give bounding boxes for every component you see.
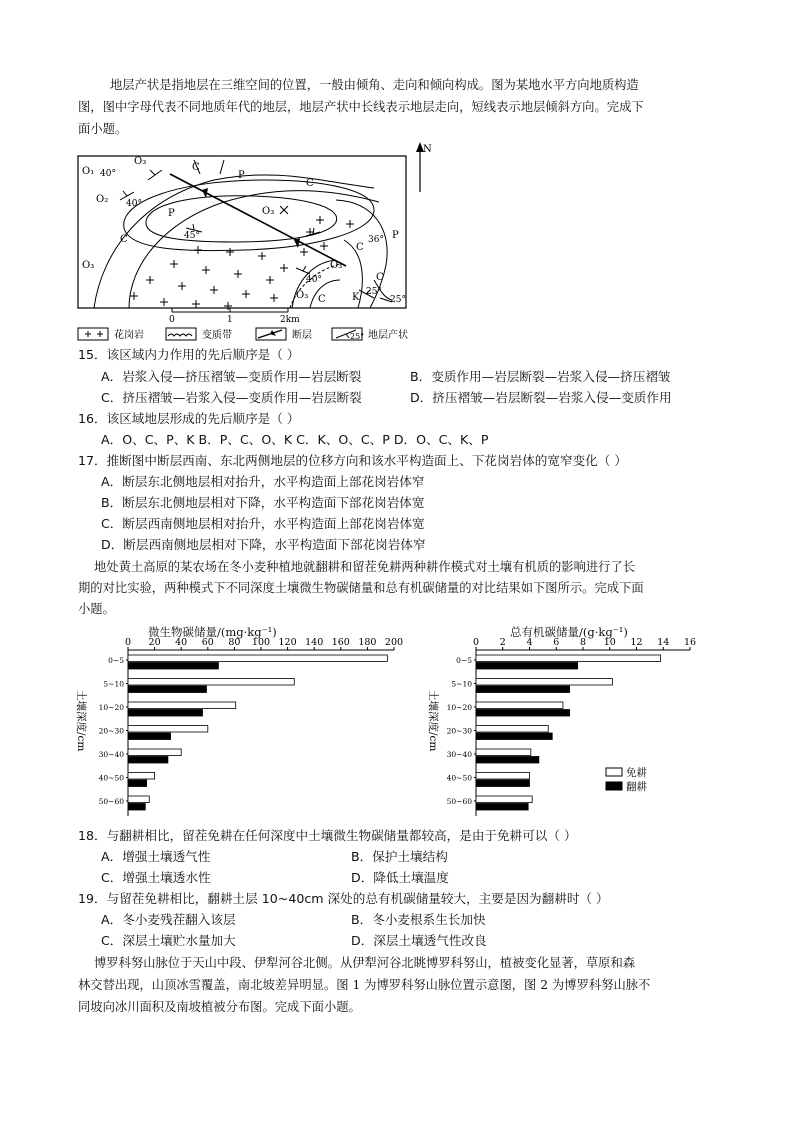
x-tick-label: 180	[358, 637, 377, 648]
q17-option-c[interactable]: C．断层西南侧地层相对抬升，水平构造面上部花岗岩体宽	[101, 516, 425, 531]
q15-option-d[interactable]: D．挤压褶皱—岩层断裂—岩浆入侵—变质作用	[410, 390, 672, 405]
intro2-line3: 小题。	[78, 602, 115, 616]
stratum-label: C	[318, 294, 326, 305]
intro2-line1: 地处黄土高原的某农场在冬小麦种植地就翻耕和留茬免耕两种耕作模式对土壤有机质的影响进行了长	[94, 560, 636, 574]
stratum-label: P	[168, 208, 175, 219]
stratum-label: P	[238, 170, 245, 181]
y-tick-label: 0~5	[456, 656, 472, 665]
bar-no-till	[476, 726, 548, 733]
y-tick-label: 50~60	[98, 797, 124, 806]
bar-plowed	[476, 710, 570, 717]
intro3-line3: 同坡向冰川面积及南坡植被分布图。完成下面小题。	[78, 1000, 361, 1014]
bar-plowed	[476, 780, 530, 787]
q15-option-c[interactable]: C．挤压褶皱—岩浆入侵—变质作用—岩层断裂	[101, 390, 362, 405]
bar-no-till	[128, 749, 181, 756]
q19-stem: 19．与留茬免耕相比，翻耕土层 10~40cm 深处的总有机碳储量较大，主要是因为翻耕时（ ）	[78, 891, 609, 906]
bar-no-till	[476, 773, 530, 780]
intro3-line1: 博罗科努山脉位于天山中段、伊犁河谷北侧。从伊犁河谷北眺博罗科努山，植被变化显著，草原和森	[94, 956, 636, 970]
intro2-line2: 期的对比实验，两种模式下不同深度土壤微生物碳储量和总有机碳储量的对比结果如下图所示。完成下面	[78, 581, 644, 595]
bar-no-till	[128, 796, 149, 803]
bar-plowed	[128, 710, 202, 717]
q16-options[interactable]: A．O、C、P、K B．P、C、O、K C．K、O、C、P D．O、C、K、P	[101, 432, 489, 447]
y-tick-label: 5~10	[103, 679, 124, 689]
x-tick-label: 0	[472, 637, 480, 648]
q18-option-b[interactable]: B．保护土壤结构	[351, 849, 448, 864]
stratum-label: C	[356, 242, 364, 253]
q18-stem: 18．与翻耕相比，留茬免耕在任何深度中土壤微生物碳储量都较高，是由于免耕可以（ ）	[78, 828, 577, 843]
bar-no-till	[476, 749, 531, 756]
intro1-line1: 地层产状是指地层在三维空间的位置，一般由倾角、走向和倾向构成。图为某地水平方向地质构造	[110, 78, 639, 92]
y-axis-label: 土壤深度/cm	[75, 690, 87, 752]
q17-option-d[interactable]: D．断层西南侧地层相对下降，水平构造面下部花岗岩体窄	[101, 537, 426, 552]
x-tick-label: 80	[228, 637, 241, 648]
bar-plowed	[476, 663, 578, 670]
intro3-line2: 林交替出现，山顶冰雪覆盖，南北坡差异明显。图 1 为博罗科努山脉位置示意图，图 2 为博罗科努山脉不	[78, 978, 651, 992]
dip-angle: 25°	[390, 295, 406, 305]
stratum-label: C	[376, 272, 384, 283]
x-tick-label: 0	[124, 637, 132, 648]
dip-angle: 40°	[306, 275, 322, 285]
x-tick-label: 200	[384, 637, 404, 648]
bar-plowed	[476, 686, 570, 693]
legend-angle: 25°	[350, 332, 365, 341]
x-tick-label: 8	[579, 637, 587, 648]
dip-angle: 25°	[366, 287, 382, 297]
scale-label: 1	[227, 315, 233, 325]
stratum-label: O₃	[330, 260, 343, 271]
map-legend	[78, 328, 408, 341]
stratum-label: C	[120, 234, 128, 245]
y-tick-label: 10~20	[446, 703, 472, 712]
y-tick-label: 40~50	[98, 773, 124, 783]
legend-label: 免耕	[626, 767, 647, 779]
q17-option-a[interactable]: A．断层东北侧地层相对抬升，水平构造面上部花岗岩体窄	[101, 474, 425, 489]
legend-fault: 断层	[292, 330, 312, 341]
geologic-map	[74, 140, 434, 345]
stratum-label: O₁	[82, 166, 95, 177]
y-tick-label: 20~30	[446, 726, 472, 736]
q17-stem: 17．推断图中断层西南、东北两侧地层的位移方向和该水平构造面上、下花岗岩体的宽窄变化（ ）	[78, 453, 627, 468]
x-tick-label: 14	[657, 637, 670, 648]
stratum-label: O₂	[96, 194, 109, 205]
x-tick-label: 100	[251, 637, 271, 648]
chart1-title: 微生物碳储量/(mg·kg⁻¹)	[148, 625, 277, 639]
stratum-label: O₃	[262, 206, 275, 217]
stratum-label: C	[306, 178, 314, 189]
bar-plowed	[128, 804, 145, 811]
stratum-label: C	[192, 162, 200, 173]
stratum-label: O₃	[296, 290, 309, 301]
x-tick-label: 12	[630, 637, 643, 648]
y-tick-label: 30~40	[446, 750, 472, 759]
legend-swatch	[606, 768, 622, 776]
scale-label: 0	[169, 315, 175, 325]
organic-carbon-chart	[420, 636, 710, 816]
x-tick-label: 120	[278, 637, 297, 648]
q19-option-d[interactable]: D．深层土壤透气性改良	[351, 933, 487, 948]
bar-no-till	[128, 702, 236, 709]
bar-no-till	[128, 773, 155, 780]
bar-plowed	[128, 757, 168, 764]
q18-option-a[interactable]: A．增强土壤透气性	[101, 849, 211, 864]
x-tick-label: 140	[305, 637, 324, 648]
y-tick-label: 0~5	[108, 656, 124, 665]
legend-granite: 花岗岩	[114, 330, 144, 341]
x-tick-label: 20	[148, 637, 161, 648]
x-tick-label: 60	[201, 637, 214, 648]
bar-no-till	[476, 679, 612, 686]
q19-option-b[interactable]: B．冬小麦根系生长加快	[351, 912, 486, 927]
x-tick-label: 160	[331, 637, 350, 648]
y-tick-label: 20~30	[98, 726, 124, 736]
stratum-label: K	[352, 292, 360, 303]
x-tick-label: 4	[526, 637, 533, 648]
y-tick-label: 10~20	[98, 703, 124, 712]
q17-option-b[interactable]: B．断层东北侧地层相对下降，水平构造面下部花岗岩体宽	[101, 495, 425, 510]
scale-label: 2km	[280, 315, 300, 325]
x-tick-label: 2	[499, 637, 506, 648]
legend-attitude: 地层产状	[368, 330, 408, 341]
bar-no-till	[476, 655, 661, 662]
y-tick-label: 30~40	[98, 750, 124, 759]
q18-option-d[interactable]: D．降低土壤温度	[351, 870, 449, 885]
scale-bar	[169, 308, 300, 325]
bar-plowed	[128, 780, 147, 787]
x-tick-label: 40	[175, 637, 188, 648]
q15-stem: 15．该区域内力作用的先后顺序是（ ）	[78, 347, 300, 362]
bar-plowed	[476, 804, 528, 811]
bar-plowed	[476, 733, 552, 740]
q18-option-c[interactable]: C．增强土壤透水性	[101, 870, 211, 885]
bar-no-till	[128, 726, 208, 733]
legend-swatch	[606, 782, 622, 790]
microbial-carbon-chart	[72, 636, 412, 816]
bar-no-till	[476, 702, 563, 709]
chart2-title: 总有机碳储量/(g·kg⁻¹)	[510, 625, 628, 639]
y-tick-label: 40~50	[446, 773, 472, 783]
x-tick-label: 10	[603, 637, 616, 648]
legend-label: 翻耕	[626, 781, 647, 793]
bar-plowed	[128, 733, 171, 740]
y-axis-label: 土壤深度/cm	[427, 690, 439, 752]
dip-angle: 45°	[184, 231, 200, 241]
y-tick-label: 5~10	[451, 679, 472, 689]
x-tick-label: 6	[553, 637, 560, 648]
bar-plowed	[476, 757, 539, 764]
stratum-label: P	[392, 230, 399, 241]
q15-option-a[interactable]: A．岩浆入侵—挤压褶皱—变质作用—岩层断裂	[101, 369, 362, 384]
bar-plowed	[128, 686, 206, 693]
bar-plowed	[128, 663, 218, 670]
bar-no-till	[476, 796, 532, 803]
y-tick-label: 50~60	[446, 797, 472, 806]
legend-metamorphic: 变质带	[202, 330, 232, 341]
q19-option-a[interactable]: A．冬小麦残茬翻入该层	[101, 912, 236, 927]
stratum-label: O₃	[82, 260, 95, 271]
bar-no-till	[128, 655, 387, 662]
intro1-line3: 面小题。	[78, 122, 128, 136]
bar-no-till	[128, 679, 294, 686]
q16-stem: 16．该区域地层形成的先后顺序是（ ）	[78, 411, 300, 426]
dip-angle: 40°	[126, 199, 142, 209]
q19-option-c[interactable]: C．深层土壤贮水量加大	[101, 933, 236, 948]
dip-angle: 40°	[100, 169, 116, 179]
dip-angle: 36°	[368, 235, 384, 245]
intro1-line2: 图，图中字母代表不同地质年代的地层，地层产状中长线表示地层走向，短线表示地层倾斜方向。完成下	[78, 100, 644, 114]
north-label: N	[423, 144, 432, 155]
q15-option-b[interactable]: B．变质作用—岩层断裂—岩浆入侵—挤压褶皱	[410, 369, 671, 384]
x-tick-label: 16	[683, 637, 697, 648]
stratum-label: O₃	[134, 156, 147, 167]
